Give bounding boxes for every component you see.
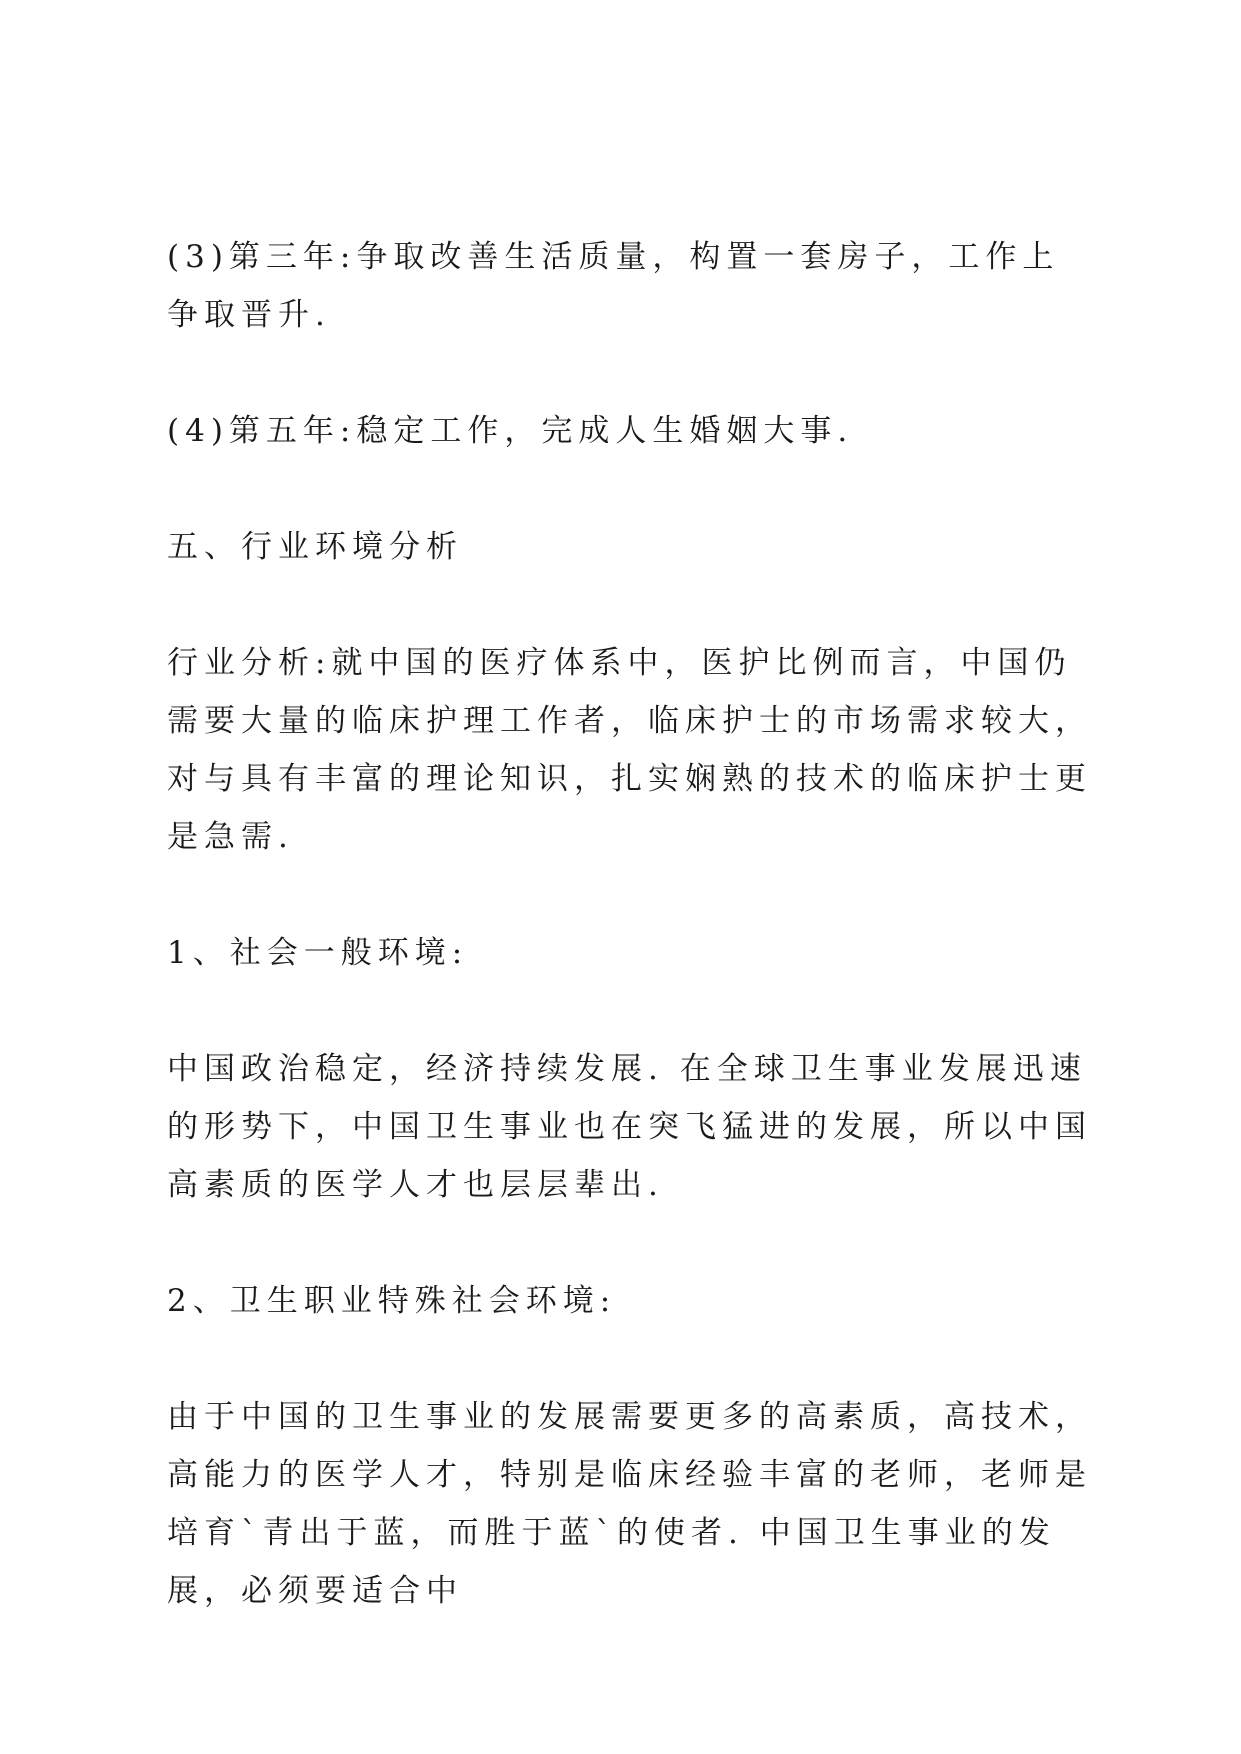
paragraph-social-environment: 中国政治稳定，经济持续发展. 在全球卫生事业发展迅速的形势下，中国卫生事业也在突飞猛进的发展，所以中国高素质的医学人才也层层辈出. <box>167 1051 1092 1203</box>
subheading-health-career-environment: 2、卫生职业特殊社会环境: <box>167 1283 617 1319</box>
paragraph-industry-analysis: 行业分析:就中国的医疗体系中，医护比例而言，中国仍需要大量的临床护理工作者，临床护士的市场需求较大，对与具有丰富的理论知识，扎实娴熟的技术的临床护士更是急需. <box>167 645 1092 855</box>
document-body <box>167 228 1092 1678</box>
paragraph-third-year-goal: (3)第三年:争取改善生活质量，构置一套房子，工作上争取晋升. <box>167 239 1060 333</box>
section-heading-industry-analysis: 五、行业环境分析 <box>167 529 463 565</box>
subheading-social-environment: 1、社会一般环境: <box>167 935 469 971</box>
paragraph-fifth-year-goal: (4)第五年:稳定工作，完成人生婚姻大事. <box>167 413 854 449</box>
paragraph-health-career-environment: 由于中国的卫生事业的发展需要更多的高素质，高技术，高能力的医学人才，特别是临床经验丰富的老师，老师是培育`青出于蓝，而胜于蓝`的使者. 中国卫生事业的发展，必须要适合中 <box>167 1399 1092 1609</box>
